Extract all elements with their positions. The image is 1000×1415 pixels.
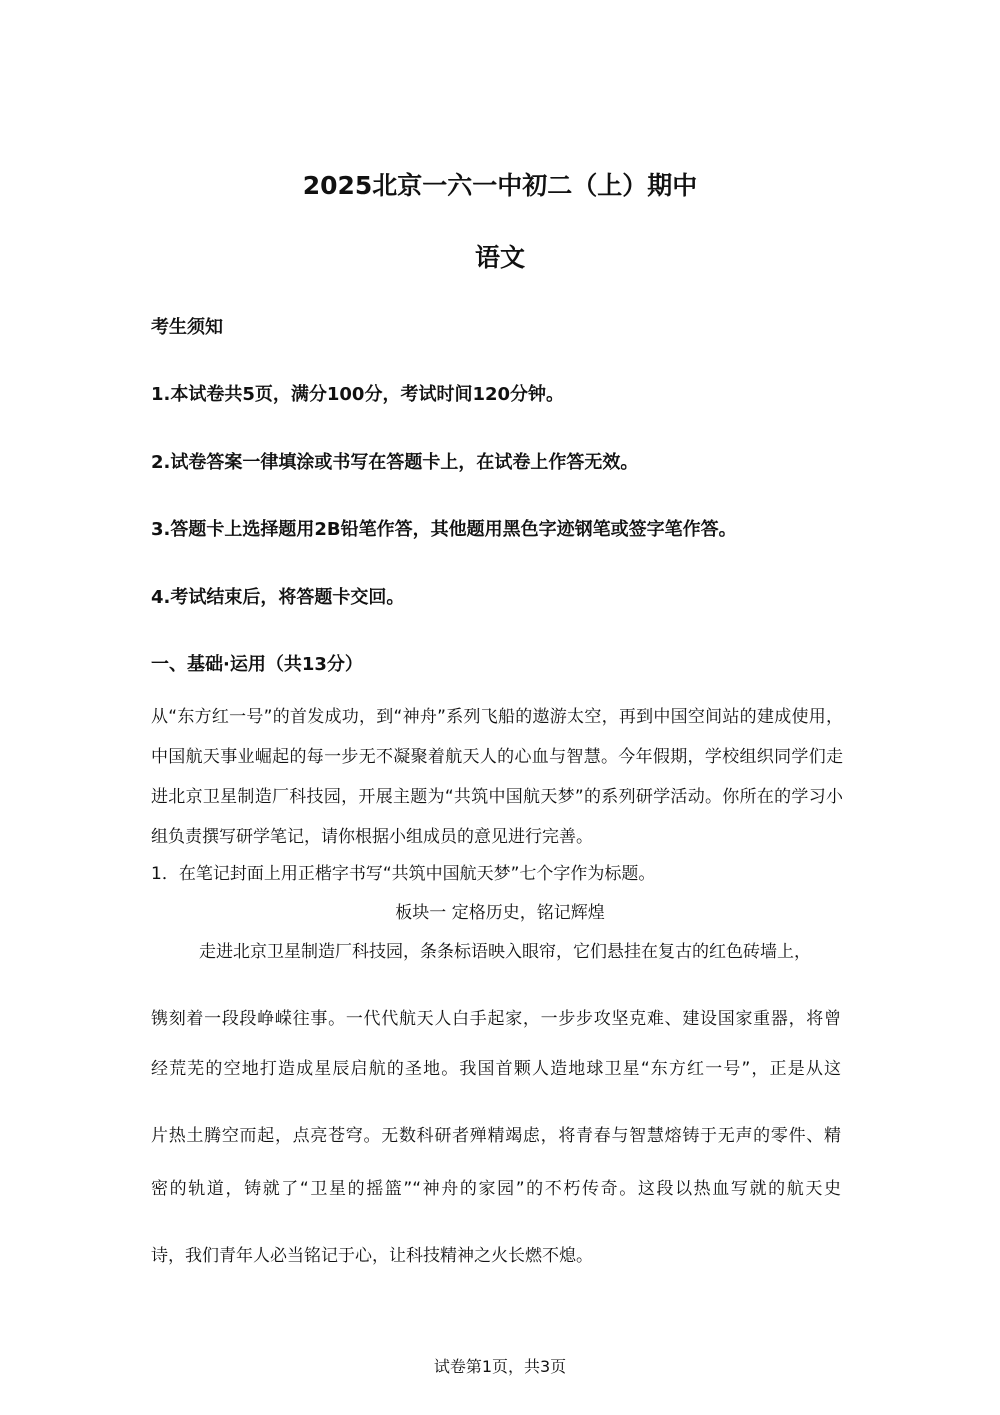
notice-item-3: 3.答题卡上选择题用2B铅笔作答，其他题用黑色字迹钢笔或签字笔作答。	[151, 519, 737, 540]
essay-line: 经荒芜的空地打造成星辰启航的圣地。我国首颗人造地球卫星“东方红一号”，正是从这	[151, 1059, 841, 1079]
notice-item-1: 1.本试卷共5页，满分100分，考试时间120分钟。	[151, 384, 565, 405]
subject-title: 语文	[474, 243, 525, 272]
block-title: 板块一 定格历史，铭记辉煌	[395, 903, 605, 923]
essay-line: 密的轨道，铸就了“卫星的摇篮”“神舟的家园”的不朽传奇。这段以热血写就的航天史	[151, 1179, 841, 1199]
page-footer: 试卷第1页，共3页	[433, 1357, 567, 1376]
notice-item-2: 2.试卷答案一律填涂或书写在答题卡上，在试卷上作答无效。	[151, 452, 639, 473]
essay-line: 片热土腾空而起，点亮苍穹。无数科研者殚精竭虑，将青春与智慧熔铸于无声的零件、精	[151, 1126, 841, 1146]
notice-item-4: 4.考试结束后，将答题卡交回。	[151, 587, 405, 608]
notice-heading: 考生须知	[151, 317, 223, 338]
page-title: 2025北京一六一中初二（上）期中	[302, 171, 698, 200]
essay-line: 诗，我们青年人必当铭记于心，让科技精神之火长燃不熄。	[151, 1246, 593, 1266]
section-heading: 一、基础·运用（共13分）	[151, 654, 363, 675]
question-1: 1．在笔记封面上用正楷字书写“共筑中国航天梦”七个字作为标题。	[151, 864, 656, 884]
essay-line: 走进北京卫星制造厂科技园，条条标语映入眼帘，它们悬挂在复古的红色砖墙上，	[199, 942, 811, 962]
intro-paragraph: 从“东方红一号”的首发成功，到“神舟”系列飞船的遨游太空，再到中国空间站的建成使用，中国航天事业崛起的每一步无不凝聚着航天人的心血与智慧。今年假期，学校组织同学们走进北京卫星制造厂科技园，开展主题为“共筑中国航天梦”的系列研学活动。你所在的学习小组负责撰写研学笔记，请你根据小组成员的意见进行完善。	[151, 707, 843, 847]
essay-line: 镌刻着一段段峥嵘往事。一代代航天人白手起家，一步步攻坚克难、建设国家重器，将曾	[151, 1009, 841, 1029]
